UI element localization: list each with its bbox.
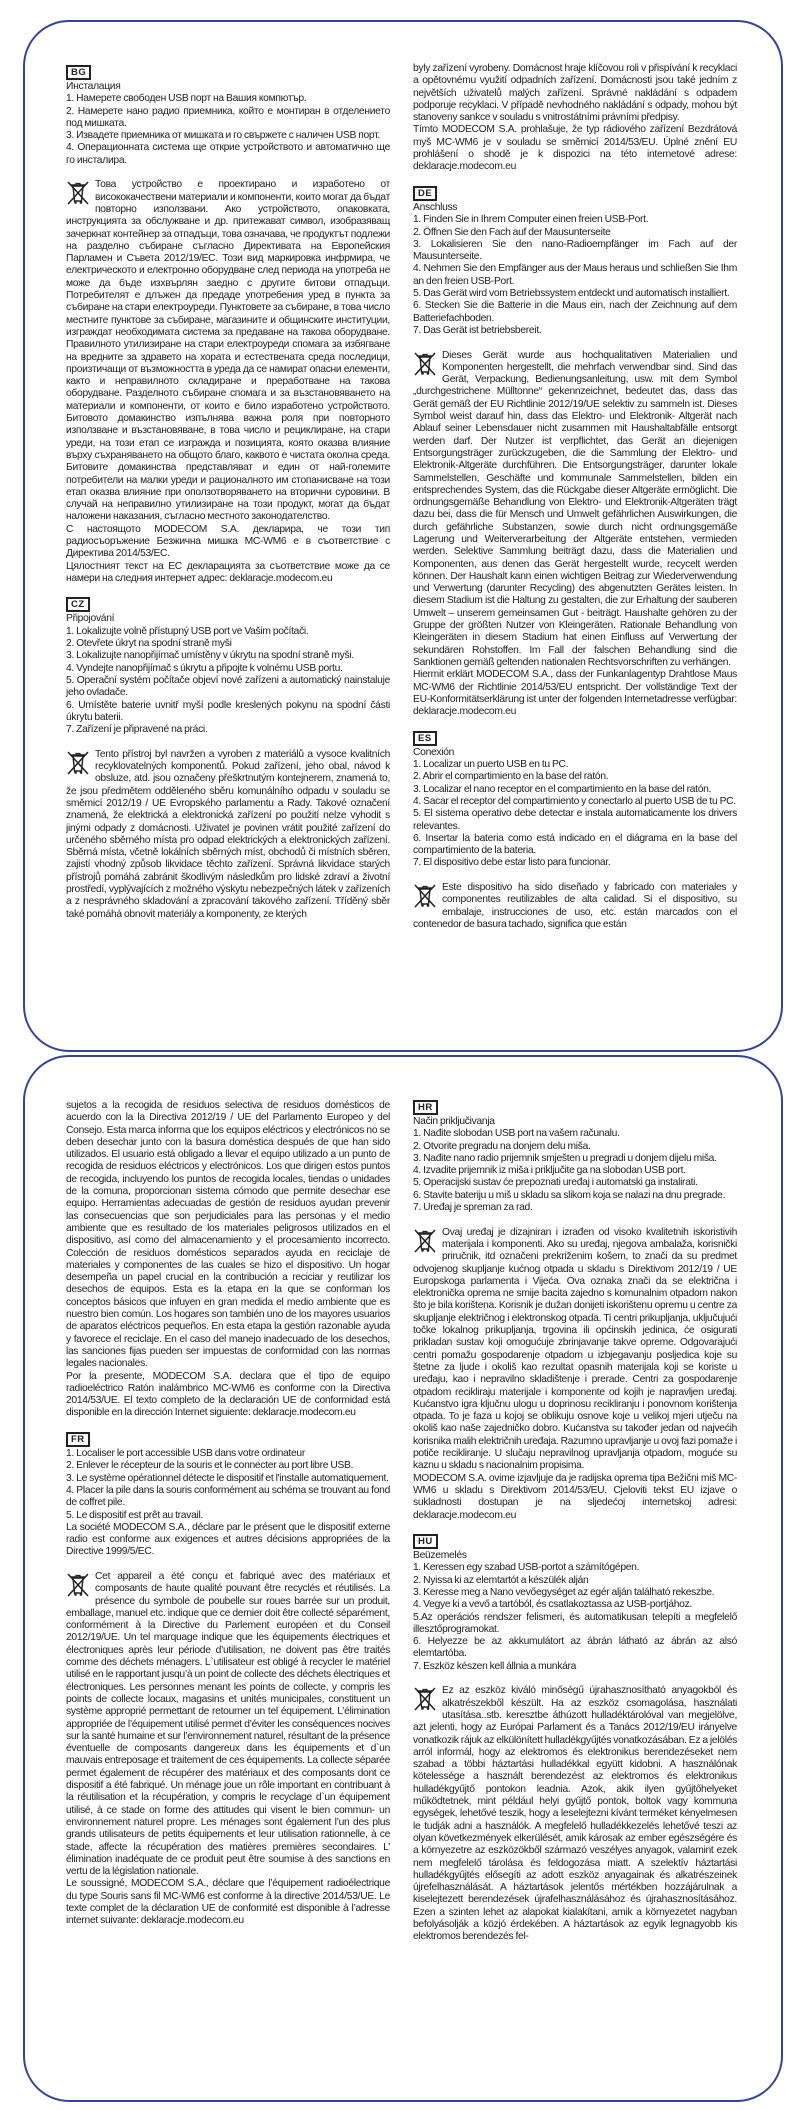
weee-text-continued: byly zařízení vyrobeny. Domácnost hraje klíčovou roli v přispívání k recyklaci a opětovnému využití odpadních zařízení. Domácnosti jsou také jedním z největších uživatelů malých zařízení. Správné nakládání s odpadem podporuje recyklaci. V případě nevhodného nakládání s odpady, mohou být stanoveny sankce v souladu s vnitrostátními právními předpisy.: [413, 63, 737, 124]
section-es: [413, 731, 737, 931]
language-label-bg: BG: [66, 65, 91, 80]
section-heading: Инсталация: [66, 81, 121, 92]
page-2-left-column: [66, 1100, 390, 1928]
install-step: 1. Lokalizujte volně přístupný USB port ve Vašim počítači.: [66, 625, 309, 637]
install-step: 4. Izvadite prijemnik iz miša i priključite ga na slobodan USB port.: [413, 1165, 686, 1177]
weee-crossed-bin-icon: [413, 351, 437, 386]
section-heading: Conexión: [413, 746, 455, 758]
section-bg: [66, 65, 390, 585]
install-step: 1. Localizar un puerto USB en tu PC.: [413, 759, 569, 771]
weee-crossed-bin-icon: [66, 180, 90, 215]
weee-notice: [413, 1227, 737, 1473]
weee-notice: [413, 350, 737, 670]
install-step: 6. Stecken Sie die Batterie in die Maus ein, nach der Zeichnung auf dem Batteriefachboden.: [413, 300, 737, 324]
weee-text: Dieses Gerät wurde aus hochqualitativen Materialien und Komponenten hergestellt, die mehrfach verwendbar sind. Sind das Gerät, Verpackung, Bedienungsanleitung, usw. mit dem Symbol „durchgestrichene Mülltonne“ gekennzeichnet, bedeutet das, dass das Gerät gemäß der EU Richtlinie 2012/19/UE selektiv zu sammeln ist. Dieses Symbol weist darauf hin, dass das Elektro- und Elektronik- Altgerät nach Ablauf seiner Lebensdauer nicht zusammen mit Haushaltabfälle entsorgt werden darf. Der Nutzer ist verpflichtet, das Gerät an diejenigen Entsorgungsträger zurückzugeben, die die Sammlung der Elektro- und Elektronik-Altgeräte durchführen. Die Entsorgungsträger, darunter lokale Sammelstellen, Geschäfte und kommunale Sammelstellen, bilden ein entsprechendes System, das die Rückgabe dieser Altgeräte ermöglicht. Die ordnungsgemäße Behandlung von Elektro- und Elektronik-Altgeräten trägt dazu bei, dass die für Mensch und Umwelt gefährlichen Auswirkungen, die durch gefährliche Substanzen, sowie durch nicht ordnungsgemäße Lagerung und Weiterverarbeitung der Altgeräte entstehen, vermieden werden. Selektive Sammlung beiträgt dazu, dass die Materialien und Komponenten, aus denen das Gerät hergestellt wurde, recycelt werden können. Der Haushalt kann einen wichtigen Beitrag zur Wiederverwendung und Verwertung (darunter Recycling) des abgenutzten Gerätes leisten. In diesem Stadium ist die Haltung zu gestalten, die zur Erhaltung der sauberen Umwelt – unserem gemeinsamen Gut - beiträgt. Haushalte gehören zu der Gruppe der größten Nutzer von Kleingeräten. Rationale Behandlung von Kleingeräten in diesem Stadium hat einen Einfluss auf Verwertung der sekundären Rohstoffen. Im Fall der falschen Behandlung sind die Sanktionen gemäß geltenden nationalen Rechtsvorschriften zu verhängen.: [413, 349, 737, 668]
weee-text: Ovaj uređaj je dizajniran i izrađen od visoko kvalitetnih iskoristivih materijala i komponenti. Ako su uređaj, njegova ambalaža, korisnički priručnik, itd označeni prekriženim košem, to znači da su predmet odvojenog skupljanje kućnog otpada u skladu s Direktivom 2012/19 / UE Europskoga parlamenta i Vijeća. Ova oznaka znači da se električna i elektronička oprema ne smije bacita zajedno s komunalnim otpadom nakon što je bila korištena. Korisnik je dužan donijeti iskorištenu opremu u centre za skupljanje električnog i elektronskog otpada. Ti centri prikupljanja, uključujući točke lokalnog prikupljanja, trgovina ili općinskih jedinica, će osigurati prikladan sustav koji omogućuje zbrinjavanje takve opreme. Odgovarajući centri pomažu gospodarenje otpadom u izbjegavanju posljedica koje su štetne za ljude i okoliš kao rezultat opasnih materijala koji se koriste u uređaju, kao i nepravilno skladištenje i prerade. Centri za gospodarenje otpadom recikliraju materijale i komponente od kojih je napravljen uređaj. Kućanstvo igra ključnu ulogu u doprinosu recikliranju i ponovnom korištenja otpada. To je faza u kojoj se oblikuju osnove koje u velikoj mjeri utječu na okoliš kao naše zajedničko dobro. Kućanstva su također jedan od najvećih korisnika malih električnih uređaja. Razumno upravljanje u ovoj fazi pomaže i potiče recikliranje. U slučaju nepravilnog upravljanja otpadom, moguće su kaznu u skladu s nacionalnim propisima.: [413, 1226, 737, 1472]
install-step: 3. Извадете приемника от мишката и го свържете с наличен USB порт.: [66, 130, 380, 142]
install-step: 2. Otvorite pregradu na donjem delu miša.: [413, 1140, 591, 1152]
declaration-text: Hiermit erklärt MODECOM S.A., dass der Funkanlagentyp Drahtlose Maus MC-WM6 der Richtlinie 2014/53/EU entspricht. Der vollständige Text der EU-Konformitätserklärung ist unter der folgenden Internetadresse verfügbar: deklaracje.modecom.eu: [413, 669, 737, 718]
install-step: 3. Le système opérationnel détecte le dispositif et l'installe automatiquement.: [66, 1472, 389, 1484]
install-step: 4. Vyndejte nanopřijímač s úkrytu a připojte k volnému USB portu.: [66, 662, 343, 674]
install-step: 1. Keressen egy szabad USB-portot a számítógépen.: [413, 1562, 640, 1574]
weee-crossed-bin-icon: [413, 883, 437, 918]
language-label-de: DE: [413, 186, 437, 201]
install-step: 2. Abrir el compartimiento en la base del ratón.: [413, 771, 609, 783]
install-step: 3. Nađite nano radio prijemnik smješten u pregradi u donjem dijelu miša.: [413, 1152, 717, 1164]
install-step: 4. Nehmen Sie den Empfänger aus der Maus heraus und schließen Sie Ihm an den freien USB-Port.: [413, 263, 737, 287]
language-label-fr: FR: [66, 1432, 90, 1447]
install-step: 5. Le dispositif est prêt au travail.: [66, 1509, 204, 1521]
install-step: 2. Enlever le récepteur de la souris et le connecter au port libre USB.: [66, 1460, 354, 1472]
install-step: 4. Операционната система ще открие устройството и автоматично ще го инсталира.: [66, 142, 390, 166]
install-step: 5. El sistema operativo debe detectar e instala automaticamente los drivers relevantes.: [413, 808, 737, 832]
declaration-text: Por la presente, MODECOM S.A. declara que el tipo de equipo radioeléctrico Ratón inalámbrico MC-WM6 es conforme con la Directiva 2014/53/UE. El texto completo de la declaración UE de conformidad está disponible en la dirección Internet siguiente: deklaracje.modecom.eu: [66, 1370, 390, 1419]
manual-page-2: [23, 1055, 783, 2102]
install-step: 3. Localizar el nano receptor en el compartimiento en la base del ratón.: [413, 783, 712, 795]
install-step: 6. Helyezze be az akkumulátort az ábrán látható az ábrán az alsó elemtartóba.: [413, 1636, 737, 1660]
weee-crossed-bin-icon: [413, 1686, 437, 1721]
section-heading: Beüzemelés: [413, 1550, 467, 1562]
install-step: 1. Намерете свободен USB порт на Вашия компютър.: [66, 93, 307, 105]
install-step: 2. Nyissa ki az elemtartót a készülék alján: [413, 1574, 589, 1586]
weee-crossed-bin-icon: [66, 750, 90, 785]
declaration-text: Le soussigné, MODECOM S.A., déclare que l’équipement radioélectrique du type Souris sans fil MC-WM6 est conforme à la directive 2014/53/UE. Le texte complet de la déclaration UE de conformité est disponible à l’adresse internet suivante: deklaracje.modecom.eu: [66, 1878, 390, 1927]
declaration-text-old: La société MODECOM S.A., déclare par le présent que le dispositif externe radio est conforme aux exigences et autres décisions appropriées de la Directive 1999/5/EC.: [66, 1521, 390, 1558]
install-step: 4. Placer la pile dans la souris conformément au schéma se trouvant au fond de coffret pile.: [66, 1484, 390, 1509]
section-es-continued: [66, 1100, 390, 1420]
install-step: 2. Намерете нано радио приемника, който е монтиран в отделението под мишката.: [66, 105, 390, 129]
install-step: 7. Eszköz készen kell állnia a munkára: [413, 1660, 577, 1672]
weee-crossed-bin-icon: [413, 1228, 437, 1263]
declaration-text: Tímto MODECOM S.A. prohlašuje, že typ rádiového zařízení Bezdrátová myš MC-WM6 je v souladu se směrnicí 2014/53/EU. Úplné znění EU prohlášení o shodě je k dispozici na této internetové adrese: deklaracje.modecom.eu: [413, 124, 737, 173]
page-1-right-column: [413, 63, 737, 931]
install-step: 5. Das Gerät wird vom Betriebssystem entdeckt und automatisch installiert.: [413, 288, 730, 300]
install-step: 6. Stavite bateriju u miš u skladu sa slikom koja se nalazi na dnu pregrade.: [413, 1189, 726, 1201]
install-step: 7. Uređaj je spreman za rad.: [413, 1202, 533, 1214]
install-step: 4. Vegye ki a vevő a tartóból, és csatlakoztassa az USB-portjához.: [413, 1599, 692, 1611]
declaration-full-text: Цялостният текст на ЕС декларацията за съответствие може да се намери на следния интернет адрес: deklaracje.modecom.eu: [66, 560, 390, 584]
weee-text-continued: sujetos a la recogida de residuos selectiva de residuos domésticos de acuerdo con la la Directiva 2012/19 / UE del Parlamento Europeo y del Consejo. Esta marca informa que los equipos eléctricos y electrónicos no se deben desechar junto con la basura doméstica después de que han sido utilizados. El usuario está obligado a llevar el equipo utilizado a un punto de recogida de residuos eléctricos y electrónicos. Los que dirigen estos puntos de recogida, incluyendo los puntos de recogida locales, tiendas o unidades de la comuna, proporcionan sistema cómodo que permite desechar ese equipo. Herramientas adecuadas de gestión de residuos ayudan prevenir las consecuencias que son perjudiciales para las personas y el medio ambiente que es resultado de los materiales peligrosos utilizados en el dispositivo, así como del almacenamiento y el procesamiento incorrecto. Colección de residuos domésticos separados ayuda en reciclaje de materiales y componentes de las cuales se hizo el dispositivo. Un hogar desempeña un papel crucial en la contribución a reciciar y reutilizar los desechos de equipos. Esta es la etapa en la que se conforman los conceptos básicos que infuyen en gran medida el medio ambiente que es nuestro bien común. Los hogares son también uno de los mayores usuarios de aparatos eléctricos pequeños. En esta etapa la gestión razonable ayuda y favorece el reciclaje. En el caso del manejo inadecuado de los desechos, las sanciones fijas pueden ser impuestas de conformidad con las normas legales nacionales.: [66, 1100, 390, 1370]
install-step: 4. Sacar el receptor del compartimiento y conectarlo al puerto USB de tu PC.: [413, 795, 736, 807]
install-step: 7. Das Gerät ist betriebsbereit.: [413, 324, 542, 336]
weee-notice: [413, 1685, 737, 1943]
install-step: 2. Öffnen Sie den Fach auf der Mausunterseite: [413, 226, 611, 238]
declaration-text: MODECOM S.A. ovime izjavljuje da je radijska oprema tipa Bežični miš MC-WM6 u skladu s Direktivom 2014/53/EU. Cjeloviti tekst EU izjave o sukladnosti dostupan je na sljedećoj internetskoj adresi: deklaracje.modecom.eu: [413, 1472, 737, 1521]
weee-notice: [66, 179, 390, 523]
weee-text: Ez az eszköz kiváló minőségű újrahasznosítható anyagokból és alkatrészekből készült. Ha az eszköz csomagolása, használati utasítása..stb. keresztbe áthúzott hulladéktárolóval van megjelölve, azt jelenti, hogy az Európai Parlament és a Tanács 2012/19/EU irányelve vonatkozik rájuk az elkülönített hulladékgyűjtés vonatkozásában. Ez a jelölés arról informál, hogy az elektromos és elektronikus berendezéseket nem szabad a többi háztartási hulladékkal együtt kidobni. A használónak kötelessége a használt berendezést az elektromos és elektronikus hulladékgyűjtő pontokon leadnia. Azok, akik ilyen gyűjtőhelyeket működtetnek, mint például helyi gyűjtő pontok, boltok vagy kommuna egységek, lehetővé teszik, hogy a leselejtezni kívánt terméket kényelmesen le tudják adni a használók. A megfelelő hulladékkezelés lehetővé teszi az olyan következmények elkerülését, amik károsak az ember egészségére és a környezetre az eszközökből származó veszélyes anyagok, valamint ezek nem megfelelő tárolása és feldogozása miatt. A szelektív háztartási hulladékgyűjtés elősegíti az adott eszköz anyagainak és alkatrészeinek újrefelhasználását. A háztartások jelentős mértékben hozzájárulnak a kiselejtezett berendezések újrafelhasználásához és újrahasznosításához. Ezen a szinten lehet az alapokat kialakítani, amik a környezetet nagyban befolyásolják a közjó érdekében. A háztartások az egyik legnagyobb kis elektromos berendezés fel-: [413, 1685, 737, 1943]
weee-text: Това устройство е проектирано и изработено от висококачествени материали и компоненти, които могат да бъдат повторно използвани. Ако устройството, опаковката, инструкцията за обслужване и др. притежават символ, изобразяващ зачеркнат контейнер за отпадъци, това означава, че продуктът подлежи на разделно събиране съгласно Директивата на Европейския Парламен и Съвета 2012/19/ЕС. Този вид маркировка инфрмира, че електрическото и електронно оборудване след периода на употреба не може да бъде изхвърлян заедно с другите битови отпадъци. Потребителят е длъжен да предаде употребения уред в пункта за събиране на стари електроуреди. Пунктовете за събиране, в това число местните пунктове за събиране, магазините и общинските институции, изграждат необходимата система за предаване на такова оборудване. Правилното утилизиране на стари електроуреди спомага за избягване на вредните за здравето на хората и естествената среда последици, произтичащи от възможността в уреда да се намират опасни елементи, както и неправилното складиране и преработване на такова оборудване. Разделното събиране спомага и за възстановяването на материали и компоненти, от които е било изработено устройството. Битовото домакинство изпълнява важна роля при повторното използване и възстановяване, в това число и рециклиране, на стари уреди, на този етап се изгражда и позицията, която оказва влияние върху съхраняването на общото благо, каквото е чистата околна среда. Битовите домакинства представляват и един от най-големите потребители на малки уреди и рационалното им стопанисване на този етап оказва влияние при оползотворяването на вторични суровини. В случай на неправилно утилизиране на този продукт, могат да бъдат наложени наказания, съгласно местното законодателство.: [66, 179, 390, 523]
section-cz-continued: [413, 63, 737, 174]
language-label-hr: HR: [413, 1100, 438, 1115]
install-step: 6. Insertar la bateria como está indicado en el diágrama en la base del compartimiento de la bateria.: [413, 832, 737, 857]
weee-text: Tento přístroj byl navržen a vyroben z materiálů a vysoce kvalitních recyklovatelných komponentů. Pokud zařízení, jeho obal, návod k obsluze, atd. jsou označeny přeškrtnutým kontejnerem, znamená to, že jsou předmětem odděleného sběru komunálního odpadu v souladu se směmicí 2012/19 / UE Evropského parlamentu a Rady. Takové označení znamená, že elektrická a elektronická zařízení po použití nelze vyhodit s jinými odpady z domácnosti. Uživatel je povinen vrátit použité zařízení do určeného sběrného místa pro odpad elektrických a elektronických zařízení. Sběrná místa, včetně lokálních sběrných míst, obchodů či místních sběren, zajistí vhodný způsob likvidace těchto zařízení. Správná likvidace starých přístrojů pomáhá zabránit škodlivým následkům pro lidské zdraví a životní prostředí, vyplývajících z možného výskytu nebezpečných látek v zařízeních a z nesprávného skladování a zpracování takového zařízení. Tříděný sběr také pomáhá obnovit materiály a komponenty, ze kterých: [66, 748, 390, 920]
weee-notice: [66, 1571, 390, 1878]
install-step: 3. Keresse meg a Nano vevőegységet az egér alján található rekeszbe.: [413, 1586, 715, 1598]
section-de: [413, 186, 737, 718]
install-step: 1. Nađite slobodan USB port na vašem računalu.: [413, 1128, 620, 1140]
section-hu: [413, 1534, 737, 1944]
install-step: 6. Umístěte baterie uvnitř myší podle kreslených pokynu na spodní části úkrytu baterii.: [66, 699, 390, 723]
weee-text: Cet appareil a été conçu et fabriqué avec des matériaux et composants de haute qualité pouvant être recyclés et réutilisés. La présence du symbole de poubelle sur roues barrée sur un produit, emballage, manuel etc. indique que ce dernier doit être collecté séparément, conformément à la Directive du Parlement européen et du Conseil 2012/19/UE. Un tel marquage indique que les équipements électriques et électroniques après leur période d’utilisation, ne doivent pas être traités comme des déchets ménagers. L`utilisateur est obligé à recycler le matériel utilisé en le rapportant jusqu’à un point de collecte des déchets électriques et électroniques. Les personnes menant les points de collecte, y compris les points de collecte locaux, magasins et unités municipales, constituent un système approprié permettant de retourner un tel équipement. L’élimination appropriée de l’équipement utilisé permet d’éviter les conséquences nocives sur la santé humaine et sur l’environnement naturel, résultant de la présence éventuelle de composants dangereux dans les équipements et d`un mauvais entreposage et traitement de ces équipements. La collecte séparée permet également de récupérer des matériaux et des composants dont ce dispositif a été fabriqué. Un ménage joue un rôle important en contribuant à la réutilisation et la récupération, y compris le recyclage d`un équipement utilisé, à ce stade on forme des attitudes qui visent le bien commun- un environnement naturel propre. Les ménages sont également l’un des plus grands utilisateurs de petits équipements et leur utilisation rationnelle, à ce stade, affecte la récupération des matières premières secondaires. L’ élimination inadéquate de ce produit peut être soumise à des sanctions en vertu de la législation nationale.: [66, 1570, 390, 1878]
install-step: 5.Az operációs rendszer felismeri, és automatikusan telepíti a megfelelő illesztőprogramokat.: [413, 1611, 737, 1635]
section-heading: Připojování: [66, 613, 115, 625]
install-step: 1. Localiser le port accessible USB dans votre ordinateur: [66, 1448, 305, 1460]
page-1-left-column: [66, 65, 390, 921]
install-step: 5. Operační systém počítače objeví nové zařízeni a automatický nainstaluje jeho ovladače.: [66, 674, 390, 699]
section-fr: [66, 1432, 390, 1928]
install-step: 5. Operacijski sustav će prepoznati uređaj i automatski ga instalirati.: [413, 1177, 698, 1189]
section-heading: Način priključivanja: [413, 1116, 495, 1127]
language-label-es: ES: [413, 731, 437, 746]
language-label-cz: CZ: [66, 597, 90, 612]
weee-text: Este dispositivo ha sido diseñado y fabricado con materiales y componentes reutilizables de alta calidad. Si el dispositivo, su embalaje, instrucciones de uso, etc. están marcados con el contenedor de basura tachado, significa que están: [413, 882, 737, 930]
install-step: 1. Finden Sie in Ihrem Computer einen freien USB-Port.: [413, 214, 649, 226]
manual-page-1: [23, 20, 783, 1052]
install-step: 2. Otevřete úkryt na spodní straně myši: [66, 638, 232, 650]
declaration-text: С настоящото MODECOM S.A. декларира, че този тип радиосъоръжение Безжична мишка MC-WM6 е в съответствие с Директива 2014/53/ЕС.: [66, 523, 390, 560]
section-cz: [66, 597, 390, 920]
install-step: 3. Lokalisieren Sie den nano-Radioempfänger im Fach auf der Mausunterseite.: [413, 238, 737, 263]
section-heading: Anschluss: [413, 201, 458, 213]
weee-notice: [66, 749, 390, 921]
page-2-right-column: [413, 1100, 737, 1944]
install-step: 7. Zařízení je připravené na práci.: [66, 724, 208, 736]
install-step: 3. Lokalizujte nanopřijímač umístěny v úkrytu na spodní straně myši.: [66, 650, 354, 662]
weee-crossed-bin-icon: [66, 1572, 90, 1607]
weee-notice: [413, 882, 737, 931]
install-step: 7. El dispositivo debe estar listo para funcionar.: [413, 857, 611, 869]
section-hr: [413, 1100, 737, 1522]
language-label-hu: HU: [413, 1534, 438, 1549]
